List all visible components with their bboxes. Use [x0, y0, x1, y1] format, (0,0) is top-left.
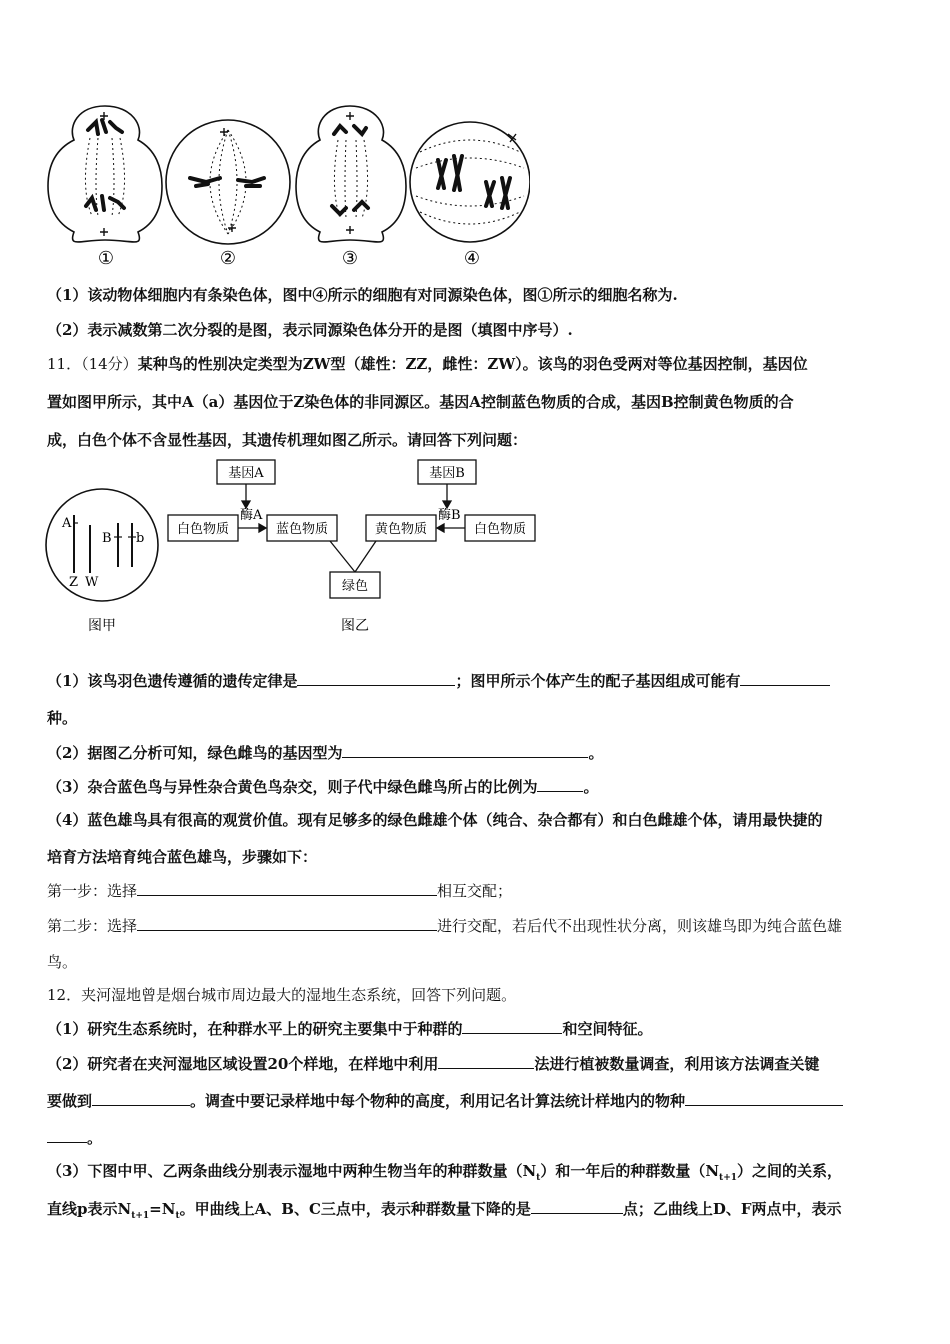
q11-part2-text-b: 。 — [588, 744, 604, 762]
cell-3-chromosomes — [332, 126, 368, 214]
gene-figure — [40, 455, 560, 640]
q12-part2-blank-2[interactable] — [92, 1090, 190, 1106]
fig-yi-gene-A: 基因A — [228, 466, 264, 481]
q11-part1-blank-2[interactable] — [740, 670, 830, 686]
q12-intro: 12．夹河湿地曾是烟台城市周边最大的湿地生态系统，回答下列问题。 — [47, 986, 517, 1004]
cell-division-figure — [40, 98, 530, 270]
cell-label-3: ③ — [341, 248, 359, 269]
q11-part3-text-b: 。 — [583, 778, 599, 796]
q11-part4-line2: 培育方法培育纯合蓝色雄鸟，步骤如下： — [47, 848, 318, 866]
q11-part2-line — [47, 742, 603, 763]
q12-part2-blank-3[interactable] — [685, 1090, 843, 1106]
q11-intro-3: 成，白色个体不含显性基因，其遗传机理如图乙所示。请回答下列问题： — [47, 431, 528, 449]
fig-yi-white-right: 白色物质 — [473, 522, 527, 537]
q12-part3-sub-2: t+1 — [719, 1173, 738, 1183]
q12-part3-text-2a: 直线p表示N — [47, 1200, 132, 1218]
q12-part1-text-b: 和空间特征。 — [562, 1020, 653, 1038]
q12-part3-text-1c: ）之间的关系， — [737, 1162, 843, 1180]
q11-part1-end: 种。 — [47, 709, 78, 727]
q12-part2-line2 — [47, 1090, 843, 1111]
q12-part3-text-2b: =N — [149, 1200, 176, 1218]
cell-1-chromosomes — [86, 120, 124, 210]
q12-part2-text-b: 法进行植被数量调查，利用该方法调查关键 — [534, 1055, 820, 1073]
cell-2-chromosomes — [190, 178, 264, 186]
q11-step1-text-a: 第一步：选择 — [47, 882, 138, 900]
q12-part1-text-a: （1）研究生态系统时，在种群水平上的研究主要集中于种群的 — [47, 1020, 463, 1038]
fig-yi-enzyme-B: 酶B — [438, 508, 461, 523]
q11-number: 11．（14分） — [47, 355, 138, 373]
q12-part3-sub-3: t+1 — [131, 1211, 150, 1221]
fig-jia-chrom-W: W — [85, 575, 99, 590]
fig-yi-caption: 图乙 — [341, 618, 369, 634]
fig-yi-green: 绿色 — [341, 579, 369, 594]
fig-jia-gene-b: b — [136, 531, 145, 546]
q12-part2-blank-3-cont[interactable] — [47, 1127, 87, 1143]
q11-step1-line — [47, 880, 512, 901]
cell-4-diagram — [410, 122, 530, 242]
fig-jia-caption: 图甲 — [88, 618, 116, 634]
fig-jia-gene-A: A — [62, 516, 72, 531]
cell-2-diagram — [166, 120, 290, 244]
cell-label-4: ④ — [463, 248, 481, 269]
q12-part3-text-1b: ）和一年后的种群数量（N — [540, 1162, 720, 1180]
q12-part2-text-a: （2）研究者在夹河湿地区域设置20个样地，在样地中利用 — [47, 1055, 439, 1073]
q11-step1-blank[interactable] — [137, 880, 437, 896]
q11-part1-text-a: （1）该鸟羽色遗传遵循的遗传定律是 — [47, 672, 298, 690]
q12-part3-blank[interactable] — [531, 1198, 623, 1214]
fig-yi-white-left: 白色物质 — [176, 522, 230, 537]
q12-part3-text-2c: 。甲曲线上A、B、C三点中，表示种群数量下降的是 — [179, 1200, 531, 1218]
q12-part2-line3 — [47, 1127, 102, 1148]
q12-part2-line1 — [47, 1053, 819, 1074]
q11-step2-line — [47, 915, 842, 936]
q11-intro-1 — [47, 354, 808, 374]
q11-step1-text-b: 相互交配； — [437, 882, 513, 900]
q11-step2-text-a: 第二步：选择 — [47, 917, 138, 935]
q12-part1-blank[interactable] — [462, 1018, 562, 1034]
fig-jia-chrom-Z: Z — [69, 575, 79, 590]
q11-step2-blank[interactable] — [137, 915, 437, 931]
q10-part1: （1）该动物体细胞内有条染色体，图中④所示的细胞有对同源染色体，图①所示的细胞名称为. — [47, 286, 678, 304]
q11-part1-text-b: ；图甲所示个体产生的配子基因组成可能有 — [455, 672, 741, 690]
cell-3-diagram — [296, 106, 406, 242]
q11-part3-blank[interactable] — [537, 776, 583, 792]
q11-part1-blank-1[interactable] — [297, 670, 455, 686]
fig-yi-enzyme-A: 酶A — [240, 508, 263, 523]
cell-label-2: ② — [219, 248, 237, 269]
q11-part2-blank[interactable] — [342, 742, 588, 758]
fig-yi-blue: 蓝色物质 — [275, 522, 329, 537]
q12-part3-sub-4: t — [175, 1211, 180, 1221]
q11-part3-text-a: （3）杂合蓝色鸟与异性杂合黄色鸟杂交，则子代中绿色雌鸟所占的比例为 — [47, 778, 538, 796]
fig-yi-gene-B: 基因B — [429, 466, 465, 481]
q11-part3-line — [47, 776, 598, 797]
q12-part3-sub-1: t — [536, 1173, 541, 1183]
q10-part2: （2）表示减数第二次分裂的是图，表示同源染色体分开的是图（填图中序号）. — [47, 321, 573, 339]
q12-part3-text-2d: 点；乙曲线上D、F两点中，表示 — [622, 1200, 842, 1218]
q11-part2-text-a: （2）据图乙分析可知，绿色雌鸟的基因型为 — [47, 744, 343, 762]
q11-step2-end: 鸟。 — [47, 953, 78, 971]
q11-step2-text-b: 进行交配，若后代不出现性状分离，则该雄鸟即为纯合蓝色雄 — [437, 917, 843, 935]
q12-part2-text-c: 要做到 — [47, 1092, 93, 1110]
fig-yi-yellow: 黄色物质 — [374, 522, 428, 537]
cell-4-chromosomes — [438, 156, 510, 208]
cell-label-1: ① — [97, 248, 115, 269]
q11-intro-text-1: 某种鸟的性别决定类型为ZW型（雄性：ZZ，雌性：ZW）。该鸟的羽色受两对等位基因控制，基因位 — [137, 355, 808, 373]
q12-part2-blank-1[interactable] — [438, 1053, 534, 1069]
q11-part4-line1: （4）蓝色雄鸟具有很高的观赏价值。现有足够多的绿色雌雄个体（纯合、杂合都有）和白色雌雄个体，请用最快捷的 — [47, 811, 823, 829]
q12-part3-line1 — [47, 1161, 842, 1188]
q12-part2-text-d: 。调查中要记录样地中每个物种的高度，利用记名计算法统计样地内的物种 — [190, 1092, 686, 1110]
q12-part2-text-e: 。 — [87, 1129, 103, 1147]
q11-part1-line — [47, 670, 830, 691]
q11-intro-2: 置如图甲所示，其中A（a）基因位于Z染色体的非同源区。基因A控制蓝色物质的合成，基因B控制黄色物质的合 — [47, 393, 794, 411]
q12-part3-text-1a: （3）下图中甲、乙两条曲线分别表示湿地中两种生物当年的种群数量（N — [47, 1162, 537, 1180]
fig-jia-gene-B: B — [102, 531, 112, 546]
q12-part1-line — [47, 1018, 652, 1039]
q12-part3-line2 — [47, 1198, 842, 1226]
